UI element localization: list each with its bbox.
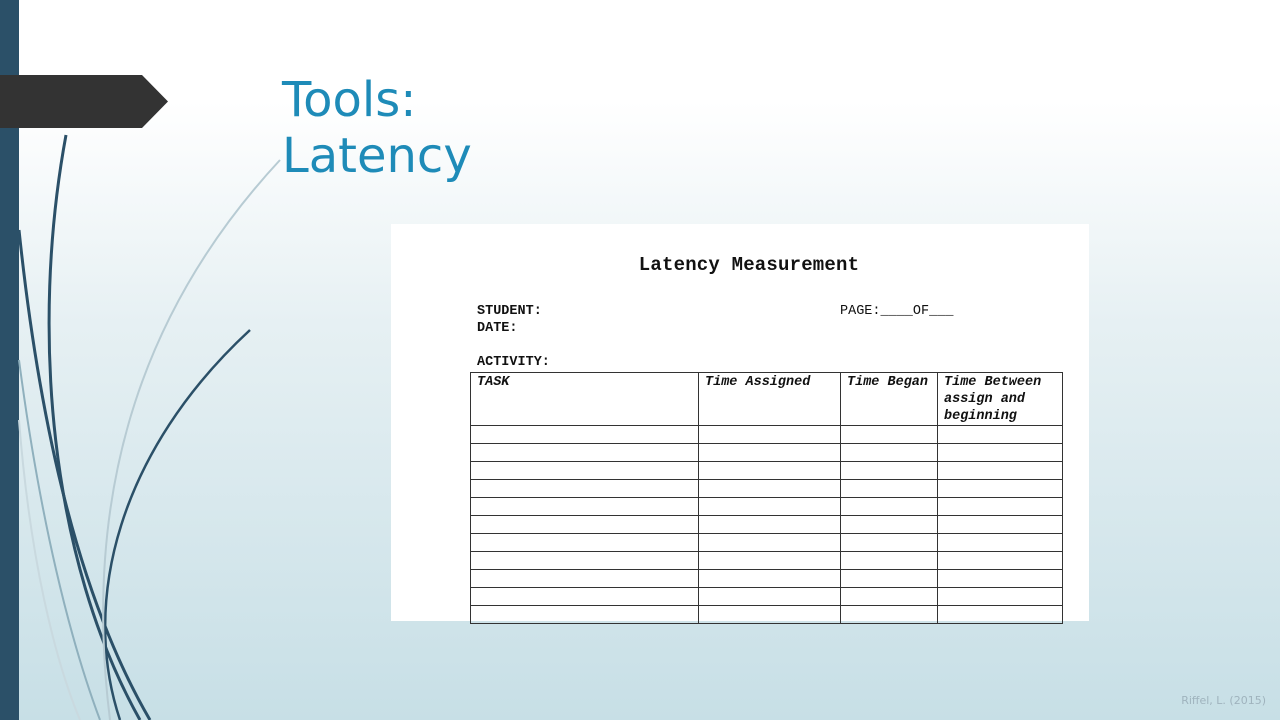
table-cell	[938, 570, 1063, 588]
table-cell	[841, 534, 938, 552]
latency-table	[470, 372, 1063, 624]
table-header-row	[471, 373, 1063, 426]
table-cell	[699, 462, 841, 480]
form-title: Latency Measurement	[638, 254, 860, 276]
table-row	[471, 480, 1063, 498]
table-cell	[841, 462, 938, 480]
table-cell	[938, 516, 1063, 534]
citation: Riffel, L. (2015)	[1181, 694, 1266, 707]
table-cell	[841, 606, 938, 624]
table-cell	[471, 552, 699, 570]
table-row	[471, 444, 1063, 462]
table-cell	[699, 588, 841, 606]
table-cell	[938, 462, 1063, 480]
title-line-1: Tools:	[282, 72, 417, 128]
table-cell	[471, 606, 699, 624]
slide-title	[282, 72, 472, 184]
table-cell	[699, 444, 841, 462]
latency-form-image	[391, 224, 1089, 621]
table-cell	[699, 606, 841, 624]
table-cell	[699, 552, 841, 570]
table-cell	[699, 516, 841, 534]
title-line-2: Latency	[282, 128, 472, 184]
table-cell	[471, 462, 699, 480]
table-cell	[471, 516, 699, 534]
table-cell	[699, 426, 841, 444]
table-cell	[841, 516, 938, 534]
table-cell	[841, 480, 938, 498]
date-label: DATE:	[477, 321, 518, 336]
table-cell	[471, 498, 699, 516]
table-row	[471, 588, 1063, 606]
student-label: STUDENT:	[477, 304, 542, 319]
table-cell	[938, 606, 1063, 624]
table-cell	[841, 570, 938, 588]
col-time-between: Time Between assign and beginning	[938, 373, 1063, 426]
activity-label: ACTIVITY:	[477, 355, 550, 370]
title-tab-arrow	[0, 75, 168, 128]
col-task: TASK	[471, 373, 699, 426]
col-time-began: Time Began	[841, 373, 938, 426]
table-cell	[841, 552, 938, 570]
table-row	[471, 462, 1063, 480]
table-cell	[471, 444, 699, 462]
table-cell	[841, 444, 938, 462]
table-cell	[938, 480, 1063, 498]
table-cell	[471, 480, 699, 498]
table-cell	[471, 426, 699, 444]
table-cell	[938, 534, 1063, 552]
table-row	[471, 426, 1063, 444]
table-row	[471, 606, 1063, 624]
table-cell	[841, 498, 938, 516]
table-row	[471, 498, 1063, 516]
table-cell	[699, 480, 841, 498]
table-row	[471, 552, 1063, 570]
table-cell	[699, 534, 841, 552]
table-row	[471, 534, 1063, 552]
table-cell	[699, 498, 841, 516]
table-row	[471, 570, 1063, 588]
table-cell	[938, 552, 1063, 570]
col-time-assigned: Time Assigned	[699, 373, 841, 426]
page-label: PAGE:____OF___	[840, 304, 954, 319]
table-cell	[938, 444, 1063, 462]
table-cell	[841, 426, 938, 444]
table-cell	[841, 588, 938, 606]
table-cell	[699, 570, 841, 588]
table-cell	[471, 588, 699, 606]
table-cell	[471, 534, 699, 552]
table-cell	[938, 588, 1063, 606]
table-cell	[938, 498, 1063, 516]
table-row	[471, 516, 1063, 534]
table-cell	[938, 426, 1063, 444]
table-cell	[471, 570, 699, 588]
